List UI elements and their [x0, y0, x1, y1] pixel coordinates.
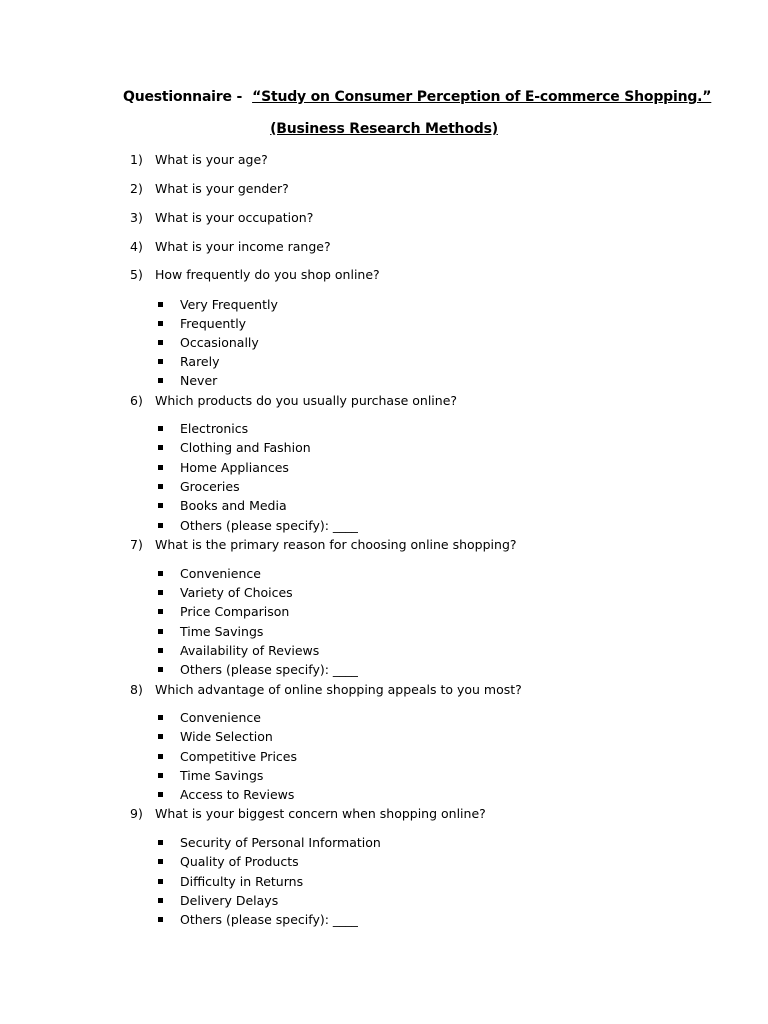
option-item [158, 852, 299, 871]
question-text: What is your gender? [155, 181, 289, 196]
option-text: Rarely [180, 354, 220, 369]
option-item [158, 458, 289, 477]
question-text: What is your age? [155, 152, 268, 167]
question-number: 1) [130, 152, 143, 167]
square-bullet-icon [158, 484, 163, 489]
title-label: Questionnaire - [123, 89, 243, 105]
option-item [158, 516, 358, 535]
question-text: What is the primary reason for choosing online shopping? [155, 537, 517, 552]
option-item [158, 747, 297, 766]
question-6 [130, 391, 457, 411]
square-bullet-icon [158, 754, 163, 759]
option-text: Never [180, 373, 218, 388]
option-text: Quality of Products [180, 854, 299, 869]
option-text: Groceries [180, 479, 240, 494]
option-item [158, 314, 246, 333]
option-item [158, 333, 259, 352]
question-2 [130, 179, 289, 199]
question-number: 6) [130, 393, 143, 408]
question-3 [130, 208, 313, 228]
square-bullet-icon [158, 898, 163, 903]
option-item [158, 583, 293, 602]
square-bullet-icon [158, 571, 163, 576]
question-text: Which products do you usually purchase online? [155, 393, 458, 408]
square-bullet-icon [158, 590, 163, 595]
option-text: Home Appliances [180, 460, 289, 475]
option-text: Time Savings [180, 768, 264, 783]
option-text: Time Savings [180, 624, 264, 639]
square-bullet-icon [158, 445, 163, 450]
option-item [158, 438, 311, 457]
question-text: What is your income range? [155, 239, 331, 254]
question-number: 3) [130, 210, 143, 225]
option-item [158, 371, 217, 390]
square-bullet-icon [158, 840, 163, 845]
option-text: Books and Media [180, 498, 287, 513]
square-bullet-icon [158, 879, 163, 884]
option-text: Others (please specify): ____ [180, 518, 358, 533]
option-item [158, 295, 278, 314]
square-bullet-icon [158, 648, 163, 653]
question-number: 9) [130, 806, 143, 821]
question-9 [130, 804, 486, 824]
question-number: 5) [130, 267, 143, 282]
option-text: Security of Personal Information [180, 835, 381, 850]
square-bullet-icon [158, 340, 163, 345]
square-bullet-icon [158, 465, 163, 470]
question-7 [130, 535, 517, 555]
square-bullet-icon [158, 359, 163, 364]
option-item [158, 419, 248, 438]
square-bullet-icon [158, 629, 163, 634]
square-bullet-icon [158, 734, 163, 739]
question-8 [130, 680, 522, 700]
option-text: Others (please specify): ____ [180, 662, 358, 677]
option-text: Others (please specify): ____ [180, 912, 358, 927]
option-text: Availability of Reviews [180, 643, 320, 658]
question-text: What is your biggest concern when shopping online? [155, 806, 486, 821]
question-5 [130, 265, 380, 285]
square-bullet-icon [158, 302, 163, 307]
option-item [158, 872, 303, 891]
question-number: 8) [130, 682, 143, 697]
question-1 [130, 150, 268, 170]
question-text: Which advantage of online shopping appeals to you most? [155, 682, 522, 697]
square-bullet-icon [158, 859, 163, 864]
option-item [158, 477, 240, 496]
question-text: How frequently do you shop online? [155, 267, 380, 282]
square-bullet-icon [158, 378, 163, 383]
option-text: Competitive Prices [180, 749, 297, 764]
option-text: Wide Selection [180, 729, 273, 744]
option-item [158, 622, 263, 641]
option-item [158, 660, 358, 679]
study-title: “Study on Consumer Perception of E-commerce Shopping.” [252, 89, 712, 105]
option-text: Difficulty in Returns [180, 874, 304, 889]
option-item [158, 564, 261, 583]
option-item [158, 910, 358, 929]
option-text: Very Frequently [180, 297, 278, 312]
option-item [158, 641, 319, 660]
question-number: 7) [130, 537, 143, 552]
square-bullet-icon [158, 792, 163, 797]
option-item [158, 785, 294, 804]
square-bullet-icon [158, 667, 163, 672]
option-text: Clothing and Fashion [180, 440, 311, 455]
option-item [158, 708, 261, 727]
option-text: Convenience [180, 710, 261, 725]
option-text: Delivery Delays [180, 893, 279, 908]
option-text: Occasionally [180, 335, 259, 350]
square-bullet-icon [158, 917, 163, 922]
square-bullet-icon [158, 426, 163, 431]
question-text: What is your occupation? [155, 210, 314, 225]
square-bullet-icon [158, 321, 163, 326]
option-item [158, 833, 381, 852]
option-item [158, 727, 273, 746]
option-item [158, 602, 289, 621]
question-number: 4) [130, 239, 143, 254]
option-text: Price Comparison [180, 604, 290, 619]
option-text: Frequently [180, 316, 247, 331]
square-bullet-icon [158, 503, 163, 508]
option-text: Access to Reviews [180, 787, 295, 802]
option-text: Variety of Choices [180, 585, 293, 600]
option-item [158, 496, 287, 515]
page-subtitle: (Business Research Methods) [270, 121, 498, 137]
option-item [158, 891, 278, 910]
square-bullet-icon [158, 773, 163, 778]
option-item [158, 352, 220, 371]
square-bullet-icon [158, 523, 163, 528]
question-4 [130, 237, 331, 257]
option-item [158, 766, 263, 785]
question-number: 2) [130, 181, 143, 196]
square-bullet-icon [158, 609, 163, 614]
page-title [123, 89, 711, 105]
option-text: Electronics [180, 421, 249, 436]
square-bullet-icon [158, 715, 163, 720]
option-text: Convenience [180, 566, 261, 581]
